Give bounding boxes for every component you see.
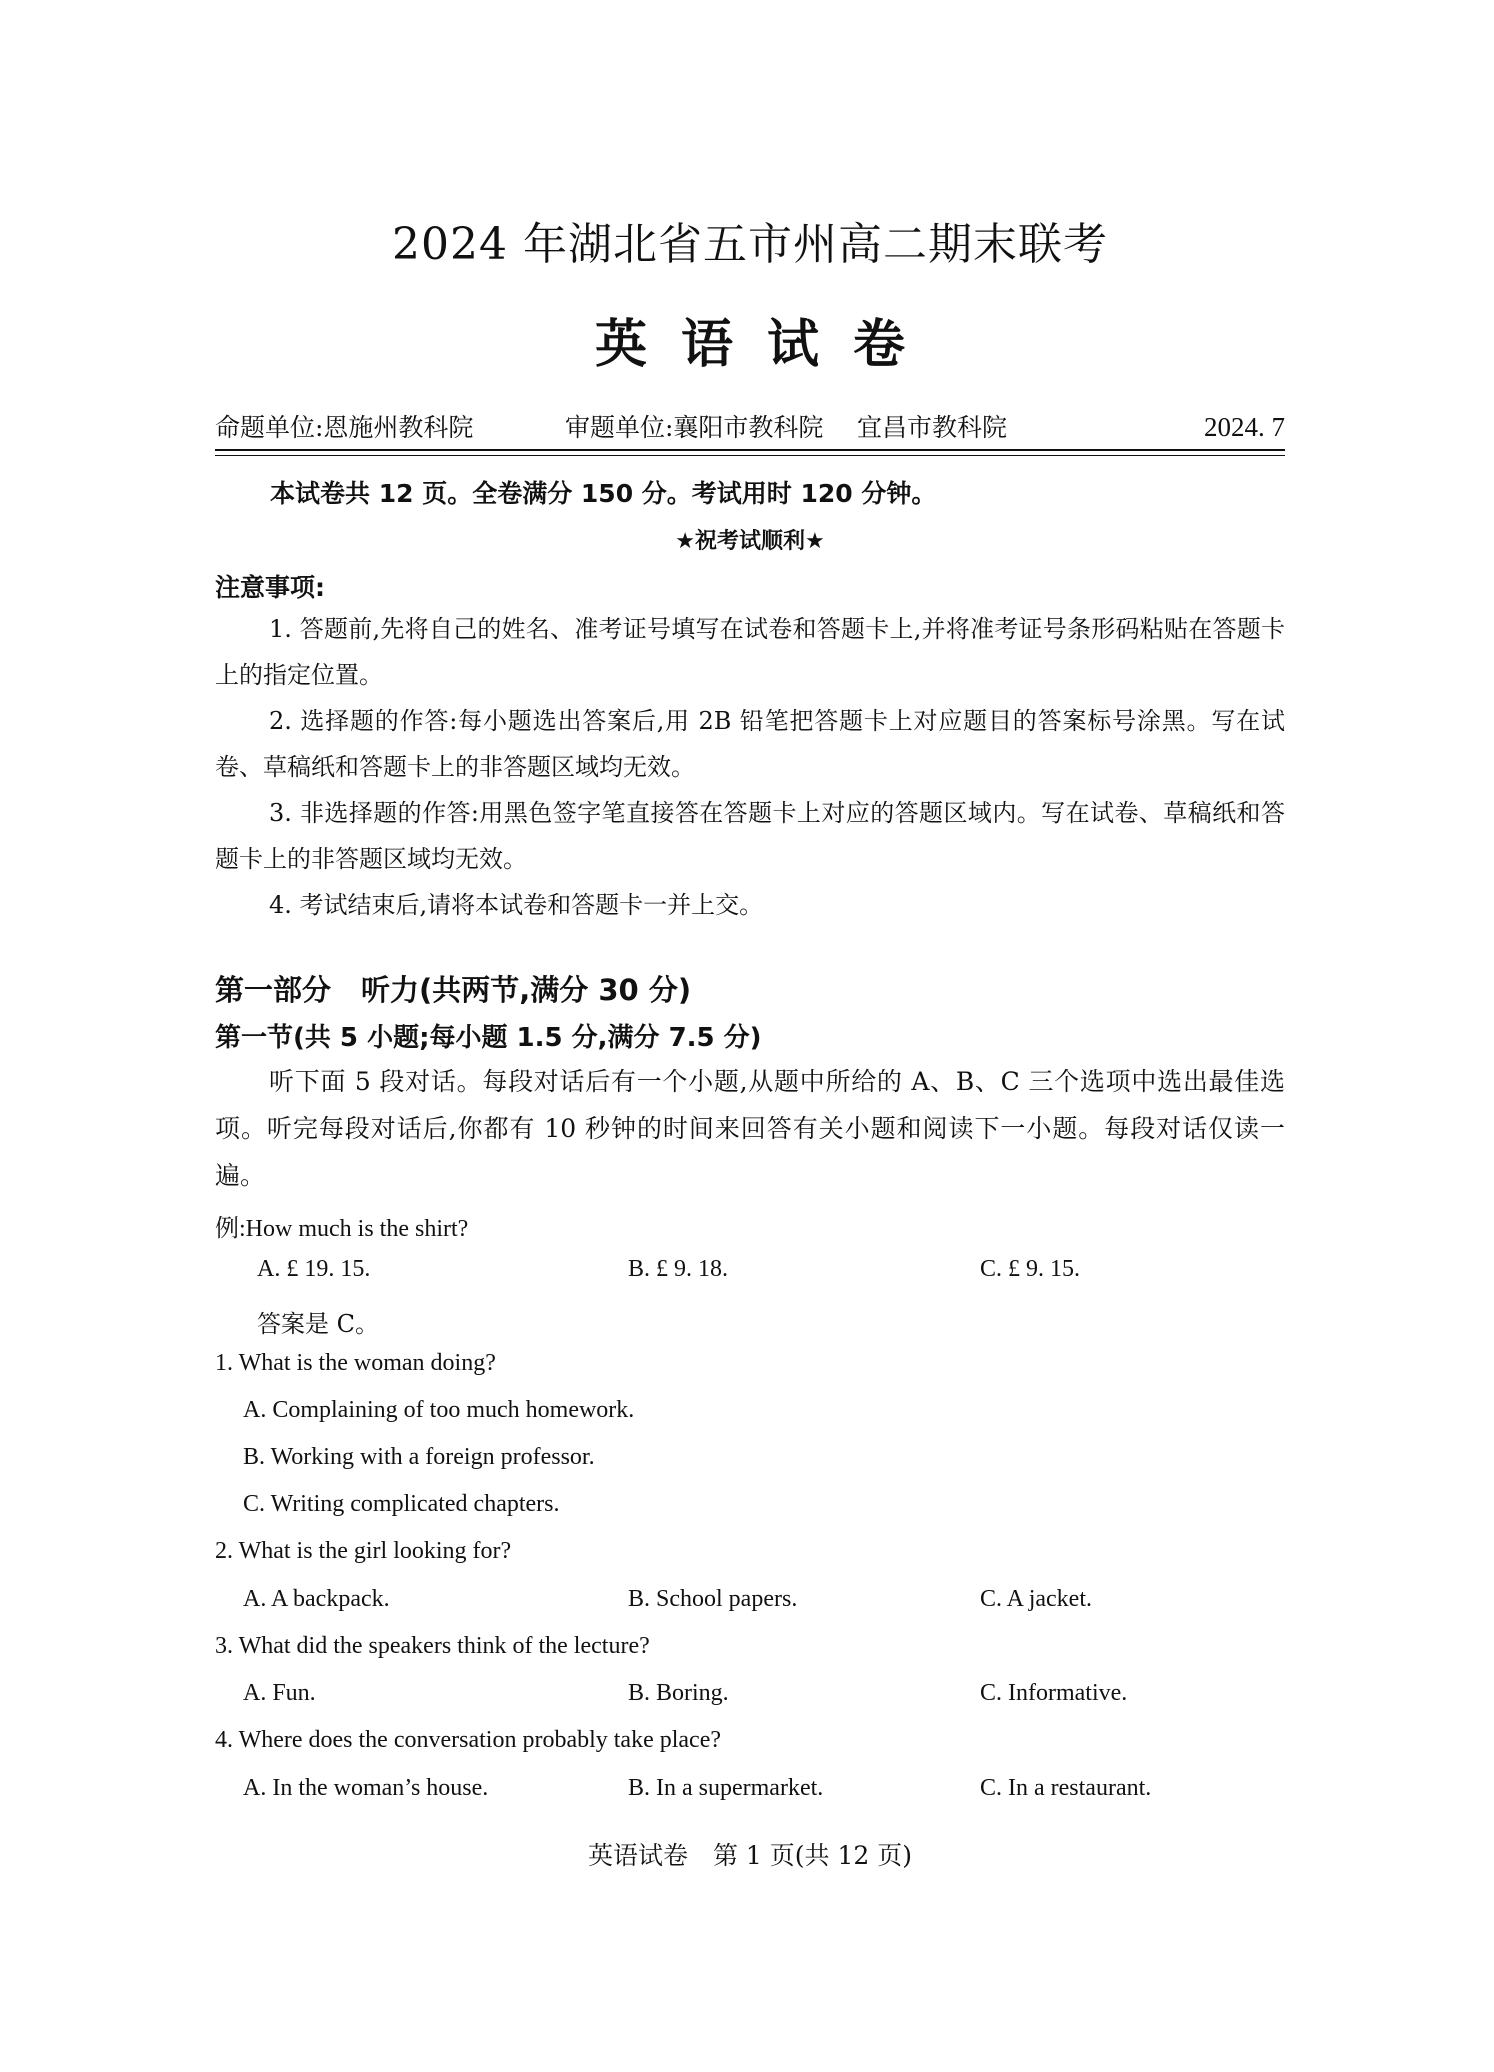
part-number: 第一部分: [215, 973, 332, 1007]
question-2: 2. What is the girl looking for?: [215, 1538, 512, 1564]
option-b: B. Working with a foreign professor.: [243, 1444, 595, 1470]
reviewer-unit: 审题单位:襄阳市教科院: [565, 413, 824, 442]
part-title: 听力(共两节,满分 30 分): [361, 973, 692, 1007]
proposer-unit: 命题单位:恩施州教科院: [215, 413, 474, 442]
exam-meta: [215, 408, 1285, 444]
notice-item: 1. 答题前,先将自己的姓名、准考证号填写在试卷和答题卡上,并将准考证号条形码粘贴在答题卡上的指定位置。: [215, 615, 1285, 689]
notice-item: 3. 非选择题的作答:用黑色签字笔直接答在答题卡上对应的答题区域内。写在试卷、草稿纸和答题卡上的非答题区域均无效。: [215, 799, 1285, 873]
option-a: A. Fun.: [243, 1680, 316, 1706]
section-directions: 听下面 5 段对话。每段对话后有一个小题,从题中所给的 A、B、C 三个选项中选出最佳选项。听完每段对话后,你都有 10 秒钟的时间来回答有关小题和阅读下一小题。每段对话仅读一遍。: [215, 1067, 1285, 1190]
example-question: 例:How much is the shirt?: [215, 1216, 469, 1242]
option-b: B. School papers.: [628, 1586, 798, 1612]
page-footer: 英语试卷 第 1 页(共 12 页): [587, 1841, 912, 1870]
question-1: 1. What is the woman doing?: [215, 1350, 496, 1376]
question-3: 3. What did the speakers think of the lecture?: [215, 1633, 650, 1659]
option-a: A. In the woman’s house.: [243, 1775, 489, 1801]
exam-subtitle: 英语试卷: [594, 315, 939, 375]
exam-date: 2024. 7: [1204, 412, 1285, 442]
option-c: C. £ 9. 15.: [980, 1256, 1081, 1282]
notice-heading: 注意事项:: [215, 573, 325, 602]
exam-intro: 本试卷共 12 页。全卷满分 150 分。考试用时 120 分钟。: [270, 479, 937, 508]
header-rule-thin: [215, 455, 1285, 456]
section-heading: 第一节(共 5 小题;每小题 1.5 分,满分 7.5 分): [215, 1023, 762, 1053]
header-rule: [215, 449, 1285, 451]
good-luck-line: ★祝考试顺利★: [675, 529, 825, 554]
option-c: C. In a restaurant.: [980, 1775, 1152, 1801]
exam-title: 2024 年湖北省五市州高二期末联考: [392, 219, 1108, 270]
part-heading: [215, 968, 691, 1009]
notice-list: [215, 606, 1285, 928]
option-c: C. Writing complicated chapters.: [243, 1491, 560, 1517]
option-a: A. £ 19. 15.: [257, 1256, 371, 1282]
option-a: A. A backpack.: [243, 1586, 390, 1612]
option-c: C. Informative.: [980, 1680, 1128, 1706]
example-answer: 答案是 C。: [257, 1310, 379, 1338]
option-b: B. Boring.: [628, 1680, 729, 1706]
option-a: A. Complaining of too much homework.: [243, 1397, 635, 1423]
option-c: C. A jacket.: [980, 1586, 1092, 1612]
option-b: B. In a supermarket.: [628, 1775, 824, 1801]
question-4: 4. Where does the conversation probably take place?: [215, 1727, 722, 1753]
option-b: B. £ 9. 18.: [628, 1256, 729, 1282]
notice-item: 2. 选择题的作答:每小题选出答案后,用 2B 铅笔把答题卡上对应题目的答案标号涂黑。写在试卷、草稿纸和答题卡上的非答题区域均无效。: [215, 707, 1285, 781]
notice-item: 4. 考试结束后,请将本试卷和答题卡一并上交。: [269, 891, 764, 919]
reviewer-unit-2: 宜昌市教科院: [857, 413, 1008, 442]
